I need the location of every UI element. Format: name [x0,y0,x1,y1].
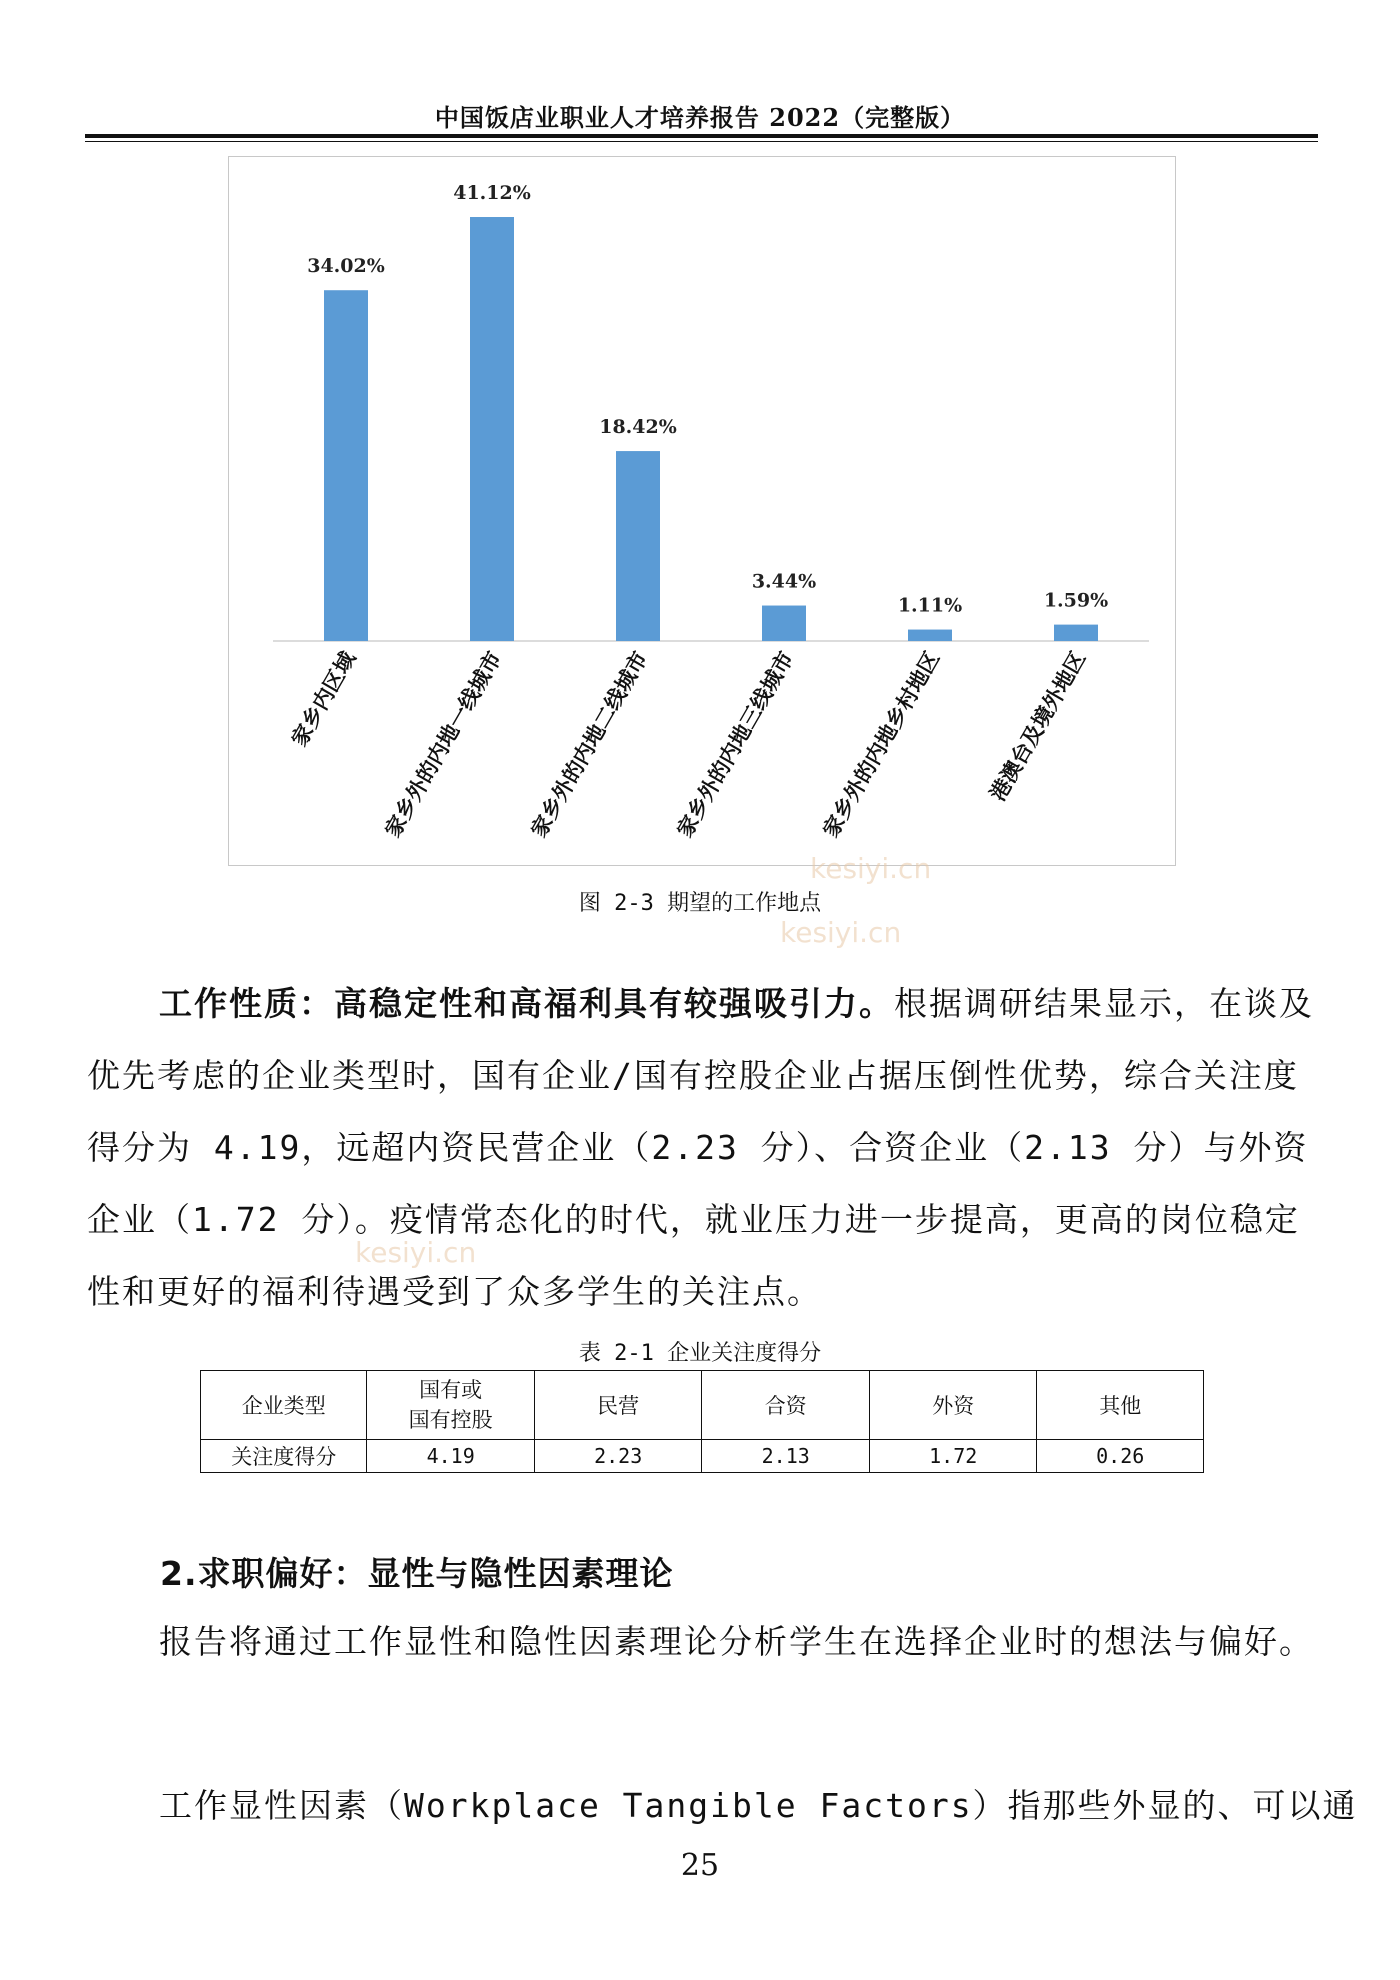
table-cell: 1.72 [869,1440,1037,1473]
category-label-4: 家乡外的内地乡村地区 [818,647,945,842]
table-cell: 4.19 [367,1440,535,1473]
category-label-5: 港澳台及境外地区 [985,647,1091,805]
bar-1 [470,217,514,641]
enterprise-score-table [200,1370,1204,1473]
category-label-1: 家乡外的内地一线城市 [380,647,507,842]
paragraph-work-nature [87,968,1317,1328]
table-score-row [201,1440,1204,1473]
table-row-head: 企业类型 [201,1371,367,1440]
paragraph-body: 报告将通过工作显性和隐性因素理论分析学生在选择企业时的想法与偏好。 [159,1622,1314,1661]
bar-0 [324,290,368,641]
data-label-1: 41.12% [453,182,531,205]
paragraph-body: 根据调研结果显示，在谈及优先考虑的企业类型时，国有企业/国有控股企业占据压倒性优势，综合关注度得分为 4.19，远超内资民营企业（2.23 分）、合资企业（2.13 分）与外资企业（1.72 分）。疫情常态化的时代，就业压力进一步提高，更高的岗位稳定性和更好的福利待遇受到了众多学生的关注点。 [87,984,1314,1311]
table-col-header: 民营 [534,1371,702,1440]
data-label-3: 3.44% [751,570,817,593]
paragraph-body: 工作显性因素（Workplace Tangible Factors）指那些外显的、可以通 [159,1786,1358,1825]
bar-2 [616,451,660,641]
category-label-2: 家乡外的内地二线城市 [526,647,653,842]
data-label-4: 1.11% [897,594,963,617]
table-col-header: 合资 [702,1371,870,1440]
watermark: kesiyi.cn [355,1236,477,1269]
bar-4 [908,630,952,641]
table-caption: 表 2-1 企业关注度得分 [578,1341,822,1366]
watermark: kesiyi.cn [810,852,932,885]
table-cell: 2.13 [702,1440,870,1473]
category-label-3: 家乡外的内地三线城市 [672,647,799,842]
chart-canvas [229,157,1175,865]
watermark: kesiyi.cn [780,916,902,949]
table-row-head: 关注度得分 [201,1440,367,1473]
header-rule [85,134,1318,138]
header-rule-thin [85,141,1318,142]
table-col-header: 外资 [869,1371,1037,1440]
section-title: 2.求职偏好：显性与隐性因素理论 [160,1554,674,1593]
bar-5 [1054,625,1098,641]
col-header-line2: 国有控股 [408,1408,493,1432]
bar-3 [762,606,806,641]
table-header-row [201,1371,1204,1440]
col-header-line1: 国有或 [419,1378,483,1402]
paragraph-lead: 工作性质：高稳定性和高福利具有较强吸引力。 [159,984,894,1023]
bar-chart [228,156,1176,866]
paragraph-tangible [87,1770,1358,1842]
paragraph-preference [87,1606,1317,1678]
report-header-title: 中国饭店业职业人才培养报告 2022（完整版） [434,103,966,132]
table-cell: 2.23 [534,1440,702,1473]
page-number: 25 [680,1848,720,1883]
data-label-2: 18.42% [599,416,677,439]
category-label-0: 家乡内区域 [287,647,361,751]
data-label-5: 1.59% [1043,589,1109,612]
data-label-0: 34.02% [307,255,385,278]
figure-caption: 图 2-3 期望的工作地点 [578,891,822,916]
table-col-header: 其他 [1037,1371,1204,1440]
table-cell: 0.26 [1037,1440,1204,1473]
table-col-header [367,1371,535,1440]
